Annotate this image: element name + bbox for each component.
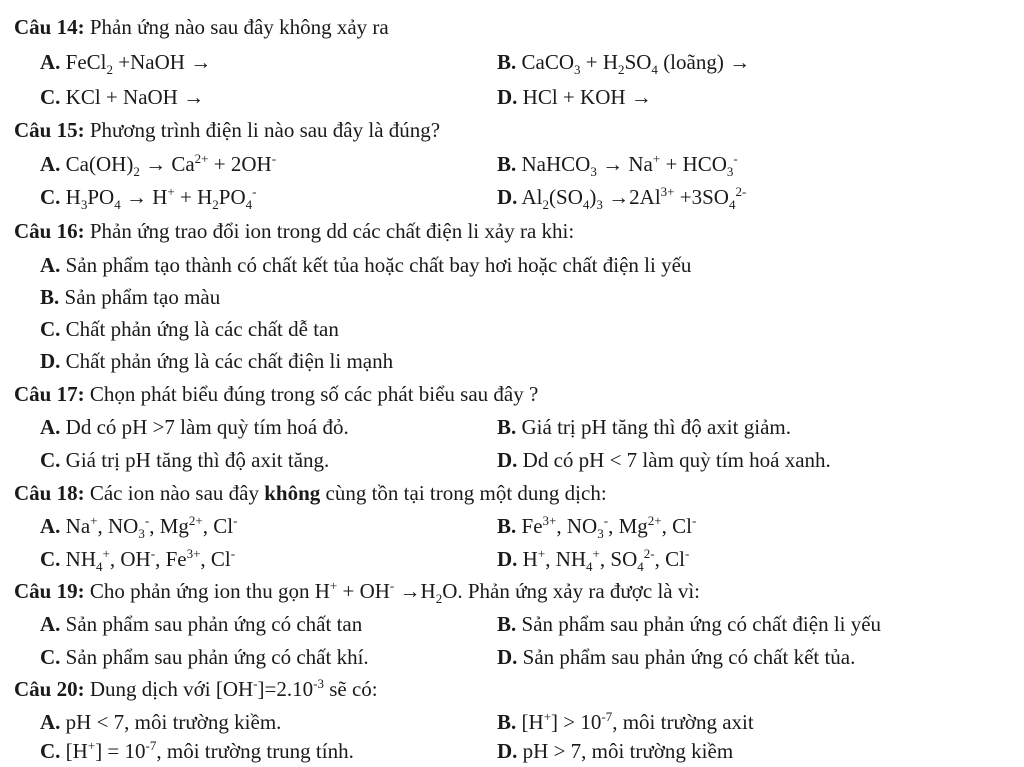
option-c: C. $[H^+] = 10^{-7}$, môi trường trung tính. <box>40 738 354 763</box>
question-label: Câu 20: <box>14 677 85 701</box>
option-c: C. $NH_4^+$, OH-, $Fe^{3+}$, Cl- <box>40 546 236 575</box>
option-c: C. KCl + NaOH → <box>40 85 205 109</box>
option-a: A. Na+, $NO_3^-$, $Mg^{2+}$, Cl- <box>40 513 238 542</box>
question-19: Câu 19: Cho phản ứng ion thu gọn $H^+ + OH^- \to H_2O$. Phản ứng xảy ra được là vì: <box>14 578 701 607</box>
question-label: Câu 14: <box>14 15 85 39</box>
options-row <box>0 510 1024 542</box>
options-row <box>0 81 1024 113</box>
question-text: Phương trình điện li nào sau đây là đúng? <box>89 118 441 142</box>
option-d: D. H+, $NH_4^+$, $SO_4^{2-}$, Cl- <box>497 546 690 575</box>
options-row <box>0 444 1024 476</box>
options-row <box>0 249 1024 281</box>
option-b: B. $Fe^{3+}$, $NO_3^-$, $Mg^{2+}$, Cl- <box>497 513 697 542</box>
options-row <box>0 411 1024 443</box>
option-a: A. pH < 7, môi trường kiềm. <box>40 710 282 734</box>
question-label: Câu 19: <box>14 579 85 603</box>
question-15 <box>14 114 1024 146</box>
option-b: B. Giá trị pH tăng thì độ axit giảm. <box>497 415 791 439</box>
option-d: D. pH > 7, môi trường kiềm <box>497 739 734 763</box>
option-c: C. Giá trị pH tăng thì độ axit tăng. <box>40 448 330 472</box>
option-b: B. CaCO$_3$ + $H_2SO_4$ (loãng) → <box>497 50 751 78</box>
options-row <box>0 543 1024 575</box>
option-d: D. Dd có pH < 7 làm quỳ tím hoá xanh. <box>497 448 831 472</box>
option-d: D. Sản phẩm sau phản ứng có chất kết tủa. <box>497 645 856 669</box>
option-c: C. Chất phản ứng là các chất dễ tan <box>40 317 339 341</box>
options-row <box>0 706 1024 738</box>
question-14 <box>14 11 1024 43</box>
options-row <box>0 148 1024 180</box>
question-text: Phản ứng trao đổi ion trong dd các chất điện li xảy ra khi: <box>89 219 575 243</box>
question-20: Câu 20: Dung dịch với $[OH^-]=2.10^{-3}$ sẽ có: <box>14 676 378 701</box>
option-b: B. NaHCO$_3$ → $Na^+ + HCO_3^-$ <box>497 151 738 180</box>
question-18: Câu 18: Các ion nào sau đây không cùng tồn tại trong một dung dịch: <box>14 481 607 505</box>
option-c: C. $H_3PO_4 \to H^+ + H_2PO_4^-$ <box>40 184 257 213</box>
option-d: D. Chất phản ứng là các chất điện li mạnh <box>40 349 394 373</box>
question-text: Phản ứng nào sau đây không xảy ra <box>89 15 389 39</box>
options-row <box>0 313 1024 345</box>
option-a: A. $Ca(OH)_2 \to Ca^{2+} + 2OH^-$ <box>40 151 277 180</box>
option-d: D. HCl + KOH → <box>497 85 652 109</box>
option-a: A. FeCl$_2$ +NaOH → <box>40 50 212 78</box>
option-d: D. $Al_2(SO_4)_3 \to 2Al^{3+} +3SO_4^{2-}$ <box>497 184 747 213</box>
option-b: B. Sản phẩm sau phản ứng có chất điện li yếu <box>497 612 882 636</box>
option-b: B. Sản phẩm tạo màu <box>40 285 221 309</box>
option-a: A. Sản phẩm sau phản ứng có chất tan <box>40 612 363 636</box>
question-17 <box>14 378 1024 410</box>
options-row <box>0 281 1024 313</box>
options-row <box>0 181 1024 213</box>
options-row <box>0 608 1024 640</box>
question-label: Câu 15: <box>14 118 85 142</box>
question-label: Câu 17: <box>14 382 85 406</box>
option-a: A. Sản phẩm tạo thành có chất kết tủa hoặc chất bay hơi hoặc chất điện li yếu <box>40 253 692 277</box>
question-label: Câu 18: <box>14 481 85 505</box>
options-row <box>0 345 1024 377</box>
question-16 <box>14 215 1024 247</box>
option-b: B. $[H^+] > 10^{-7}$, môi trường axit <box>497 709 754 734</box>
question-text: Chọn phát biểu đúng trong số các phát biểu sau đây ? <box>89 382 539 406</box>
option-a: A. Dd có pH >7 làm quỳ tím hoá đỏ. <box>40 415 349 439</box>
options-row <box>0 735 1024 767</box>
options-row <box>0 46 1024 78</box>
question-label: Câu 16: <box>14 219 85 243</box>
option-c: C. Sản phẩm sau phản ứng có chất khí. <box>40 645 369 669</box>
options-row <box>0 641 1024 673</box>
